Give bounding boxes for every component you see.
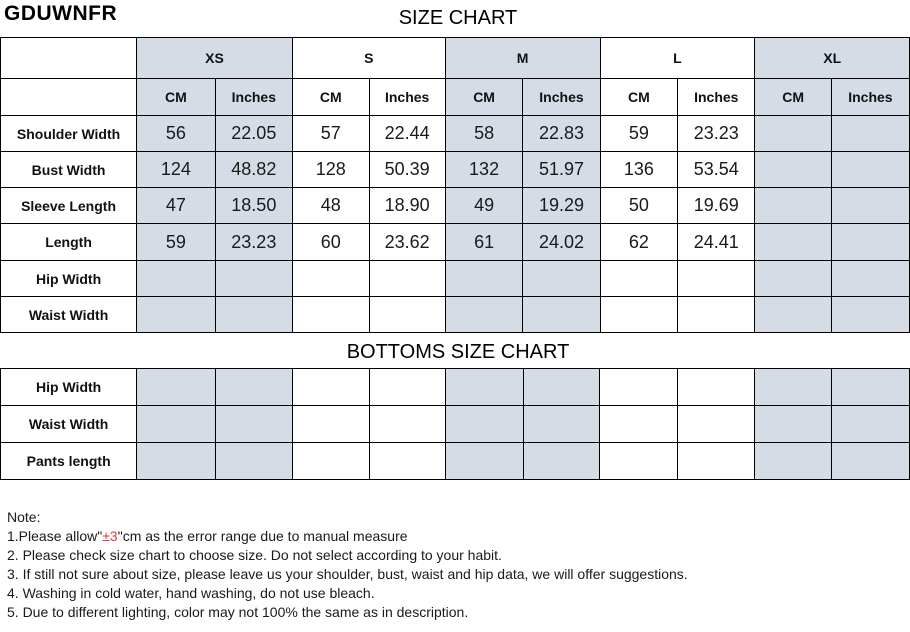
value-cell (292, 261, 369, 297)
value-cell: 22.05 (215, 116, 292, 152)
value-cell (755, 224, 831, 261)
unit-header-cm: CM (755, 79, 831, 116)
value-cell (523, 406, 600, 443)
table-row (1, 406, 910, 443)
value-cell: 18.90 (369, 188, 445, 224)
value-cell: 60 (292, 224, 369, 261)
value-cell: 51.97 (523, 152, 600, 188)
value-cell (137, 443, 216, 480)
row-label: Bust Width (1, 152, 137, 188)
value-cell (755, 406, 832, 443)
value-cell (755, 152, 831, 188)
value-cell: 57 (292, 116, 369, 152)
value-cell (216, 406, 293, 443)
brand-logo: GDUWNFR (4, 2, 118, 25)
value-cell: 23.23 (215, 224, 292, 261)
size-header-m: M (445, 38, 600, 79)
table-row (1, 224, 910, 261)
value-cell (831, 188, 909, 224)
value-cell (445, 406, 523, 443)
value-cell: 48.82 (215, 152, 292, 188)
value-cell: 23.23 (678, 116, 755, 152)
value-cell (137, 406, 216, 443)
row-label: Hip Width (1, 261, 137, 297)
value-cell: 47 (137, 188, 216, 224)
table-row (1, 369, 910, 406)
value-cell (523, 297, 600, 333)
value-cell (600, 369, 678, 406)
row-label: Waist Width (1, 297, 137, 333)
row-label: Sleeve Length (1, 188, 137, 224)
value-cell (216, 443, 293, 480)
unit-header-inches: Inches (831, 79, 909, 116)
value-cell: 23.62 (369, 224, 445, 261)
row-label: Shoulder Width (1, 116, 137, 152)
value-cell (137, 297, 216, 333)
value-cell (445, 297, 523, 333)
value-cell (831, 297, 909, 333)
value-cell (678, 369, 755, 406)
corner-cell (1, 38, 137, 79)
value-cell: 59 (600, 116, 678, 152)
value-cell: 62 (600, 224, 678, 261)
value-cell (523, 443, 600, 480)
value-cell (137, 261, 216, 297)
bottoms-chart-title: BOTTOMS SIZE CHART (346, 341, 570, 363)
size-header-xl: XL (755, 38, 910, 79)
unit-header-row (1, 79, 910, 116)
unit-header-inches: Inches (369, 79, 445, 116)
size-chart-title: SIZE CHART (398, 7, 518, 29)
value-cell (369, 443, 445, 480)
value-cell: 48 (292, 188, 369, 224)
size-header-xs: XS (137, 38, 293, 79)
value-cell (678, 443, 755, 480)
value-cell (369, 261, 445, 297)
value-cell (831, 152, 909, 188)
row-label: Length (1, 224, 137, 261)
value-cell: 124 (137, 152, 216, 188)
value-cell (215, 297, 292, 333)
row-label: Waist Width (1, 406, 137, 443)
value-cell (832, 369, 910, 406)
value-cell (831, 261, 909, 297)
value-cell (755, 188, 831, 224)
value-cell: 24.02 (523, 224, 600, 261)
value-cell: 128 (292, 152, 369, 188)
note-line-1-pre: 1.Please allow" (7, 528, 103, 544)
note-line-1 (7, 527, 688, 546)
value-cell: 136 (600, 152, 678, 188)
value-cell: 56 (137, 116, 216, 152)
notes-heading: Note: (7, 509, 41, 525)
value-cell (216, 369, 293, 406)
value-cell (369, 297, 445, 333)
value-cell (369, 369, 445, 406)
note-line-2: 2. Please check size chart to choose size. Do not select according to your habit. (7, 547, 502, 563)
value-cell (755, 297, 831, 333)
corner-cell (1, 79, 137, 116)
table-row (1, 261, 910, 297)
table-row (1, 297, 910, 333)
value-cell (292, 406, 369, 443)
value-cell: 22.83 (523, 116, 600, 152)
value-cell (445, 443, 523, 480)
value-cell (755, 261, 831, 297)
tolerance-highlight: ±3 (102, 528, 118, 544)
value-cell: 22.44 (369, 116, 445, 152)
table-row (1, 116, 910, 152)
note-line-5: 5. Due to different lighting, color may not 100% the same as in description. (7, 604, 469, 620)
value-cell: 19.69 (678, 188, 755, 224)
bottoms-chart-table (0, 368, 910, 480)
value-cell (755, 369, 832, 406)
value-cell (832, 406, 910, 443)
row-label: Hip Width (1, 369, 137, 406)
value-cell: 49 (445, 188, 523, 224)
value-cell (137, 369, 216, 406)
value-cell (292, 297, 369, 333)
value-cell (600, 443, 678, 480)
value-cell: 50 (600, 188, 678, 224)
unit-header-cm: CM (445, 79, 523, 116)
value-cell (600, 297, 678, 333)
value-cell (445, 369, 523, 406)
row-label: Pants length (1, 443, 137, 480)
value-cell (600, 406, 678, 443)
value-cell (445, 261, 523, 297)
value-cell (678, 406, 755, 443)
value-cell (292, 443, 369, 480)
size-header-row (1, 38, 910, 79)
value-cell: 18.50 (215, 188, 292, 224)
notes-section (7, 508, 688, 622)
value-cell: 24.41 (678, 224, 755, 261)
value-cell (292, 369, 369, 406)
value-cell: 50.39 (369, 152, 445, 188)
value-cell: 59 (137, 224, 216, 261)
value-cell (755, 116, 831, 152)
value-cell: 61 (445, 224, 523, 261)
value-cell: 132 (445, 152, 523, 188)
value-cell: 53.54 (678, 152, 755, 188)
size-header-l: L (600, 38, 755, 79)
value-cell (755, 443, 832, 480)
value-cell (831, 224, 909, 261)
unit-header-inches: Inches (215, 79, 292, 116)
value-cell (369, 406, 445, 443)
note-line-4: 4. Washing in cold water, hand washing, do not use bleach. (7, 585, 375, 601)
unit-header-inches: Inches (523, 79, 600, 116)
size-chart-table (0, 37, 910, 333)
table-row (1, 188, 910, 224)
value-cell (831, 116, 909, 152)
value-cell (215, 261, 292, 297)
value-cell (523, 261, 600, 297)
value-cell (678, 261, 755, 297)
table-row (1, 152, 910, 188)
value-cell: 19.29 (523, 188, 600, 224)
note-line-3: 3. If still not sure about size, please leave us your shoulder, bust, waist and hip data, we will offer suggestions. (7, 566, 688, 582)
size-header-s: S (292, 38, 445, 79)
unit-header-cm: CM (600, 79, 678, 116)
value-cell (523, 369, 600, 406)
value-cell (832, 443, 910, 480)
table-row (1, 443, 910, 480)
value-cell (600, 261, 678, 297)
value-cell (678, 297, 755, 333)
unit-header-inches: Inches (678, 79, 755, 116)
unit-header-cm: CM (137, 79, 216, 116)
value-cell: 58 (445, 116, 523, 152)
unit-header-cm: CM (292, 79, 369, 116)
note-line-1-post: "cm as the error range due to manual measure (117, 528, 408, 544)
